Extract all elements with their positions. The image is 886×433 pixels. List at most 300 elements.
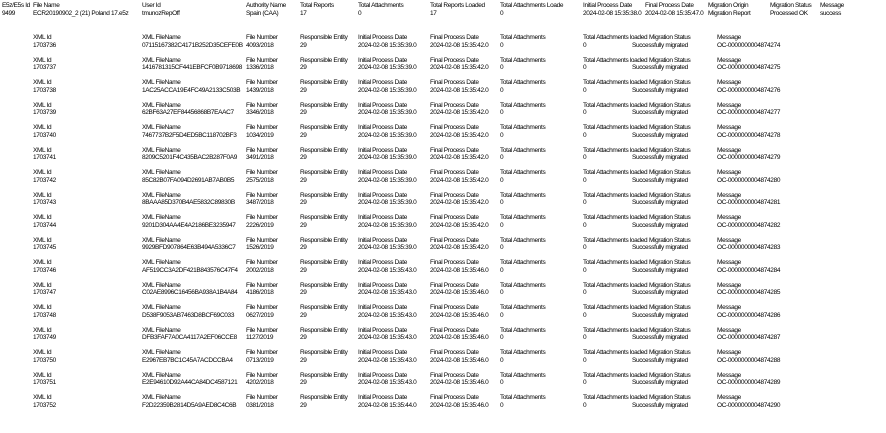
responsible-entity-value: 29 (300, 176, 307, 184)
responsible-entity-label: Responsible Entity (300, 34, 348, 41)
initial-process-date-label: Initial Process Date (358, 56, 407, 64)
responsible-entity-label: Responsible Entity (300, 371, 348, 379)
col-xml-filename (142, 169, 246, 184)
total-attachments-label: Total Attachments (358, 2, 404, 9)
file-number-label: File Number (246, 79, 278, 86)
col-final-process-date (430, 79, 500, 94)
total-attachments-label: Total Attachments (500, 214, 546, 221)
col-file-number (246, 169, 300, 184)
xml-filename-label: XML FileName (142, 191, 181, 199)
col-initial-process-date (358, 349, 430, 364)
col-total-attachments (500, 57, 583, 72)
xml-filename-value: 7467737B2F5D4ED5BC118702BF3 (142, 131, 237, 139)
col-total-attachments (500, 327, 583, 342)
initial-process-date-value: 2024-02-08 15:35:39.0 (358, 64, 417, 71)
file-number-value: 4093/2018 (246, 41, 274, 49)
total-attachments-loaded-label: Total Attachments loaded (583, 146, 648, 154)
migration-status-value: Successfully migrated (632, 244, 688, 251)
xml-id-value: 1703752 (33, 401, 56, 409)
responsible-entity-label: Responsible Entity (300, 124, 348, 131)
xml-id-value: 1703750 (33, 356, 56, 364)
responsible-entity-label: Responsible Entity (300, 191, 348, 199)
migration-status-label: Migration Status (649, 304, 691, 311)
col-xml-filename (142, 102, 246, 117)
file-number-value: 2002/2018 (246, 266, 274, 274)
message-value: OC-0000000004874280 (717, 176, 781, 184)
total-attachments-label: Total Attachments (500, 79, 546, 86)
detail-row (33, 192, 886, 207)
col-migration-status (632, 34, 717, 49)
initial-process-date-label: Initial Process Date (358, 304, 407, 311)
xml-id-label: XML Id (33, 304, 52, 311)
col-file-number (246, 34, 300, 49)
initial-process-date-value: 2024-02-08 15:35:39.0 (358, 131, 417, 139)
final-process-date-label: Final Process Date (430, 371, 479, 379)
col-xml-filename (142, 237, 246, 252)
xml-id-label: XML Id (33, 79, 52, 86)
col-migration-status (632, 281, 717, 297)
xml-id-label: XML Id (33, 124, 52, 131)
col-total-attachments (500, 282, 583, 297)
message-label: Message (717, 214, 741, 221)
final-process-date-label: Final Process Date (430, 124, 479, 131)
col-initial-process-date (358, 124, 430, 139)
header-col-final-process-date (645, 2, 708, 17)
col-final-process-date (430, 34, 500, 49)
responsible-entity-value: 29 (300, 334, 307, 341)
col-xml-filename (142, 372, 246, 387)
col-xml-id (33, 214, 142, 229)
migration-status-value: Successfully migrated (632, 86, 688, 94)
final-process-date-value: 2024-02-08 15:35:46.0 (430, 356, 489, 364)
initial-process-date-label: Initial Process Date (358, 34, 407, 41)
total-attachments-loaded-label: Total Attachments loaded (583, 326, 648, 334)
initial-process-date-value: 2024-02-08 15:35:43.0 (358, 334, 417, 341)
final-process-date-label: Final Process Date (430, 56, 479, 64)
col-migration-status (632, 304, 717, 319)
col-xml-id (33, 57, 142, 72)
col-responsible-entity (300, 79, 358, 94)
total-attachments-loaded-value: 0 (583, 266, 587, 274)
message-value: OC-0000000004874282 (717, 221, 781, 229)
initial-process-date-label: Initial Process Date (358, 259, 407, 266)
initial-process-date-value: 2024-02-08 15:35:43.0 (358, 266, 417, 274)
final-process-date-value: 2024-02-08 15:35:42.0 (430, 176, 489, 184)
col-xml-filename (142, 124, 246, 139)
col-file-number (246, 214, 300, 229)
file-number-label: File Number (246, 349, 278, 356)
col-final-process-date (430, 394, 500, 409)
xml-id-value: 1703737 (33, 64, 56, 71)
col-migration-status (632, 236, 717, 252)
message-label: Message (717, 326, 741, 334)
header-col-e5z-id (2, 2, 33, 17)
total-attachments-value: 0 (500, 41, 504, 49)
col-xml-id (33, 124, 142, 139)
total-attachments-value: 0 (500, 176, 504, 184)
total-attachments-value: 0 (500, 356, 504, 364)
xml-id-value: 1703740 (33, 131, 56, 139)
xml-filename-label: XML FileName (142, 304, 181, 311)
message-label: Message (717, 101, 741, 109)
total-attachments-loaded-label: Total Attachments loaded (583, 34, 648, 41)
message-label: Message (717, 259, 741, 266)
detail-row (33, 394, 886, 409)
file-number-value: 1127/2019 (246, 334, 274, 341)
total-attachments-loaded-value: 0 (583, 379, 587, 386)
col-responsible-entity (300, 102, 358, 117)
xml-filename-label: XML FileName (142, 34, 181, 41)
col-migration-status (632, 191, 717, 207)
migration-status-label: Migration Status (649, 56, 691, 64)
xml-filename-value: 07115167382C4171B252D35CEFE0B (142, 41, 243, 49)
migration-status-value: Successfully migrated (632, 289, 688, 296)
xml-id-value: 1703743 (33, 199, 56, 206)
col-final-process-date (430, 304, 500, 319)
initial-process-date-value: 2024-02-08 15:35:44.0 (358, 401, 417, 409)
col-xml-filename (142, 147, 246, 162)
initial-process-date-value: 2024-02-08 15:35:43.0 (358, 379, 417, 386)
col-total-attachments (500, 214, 583, 229)
total-attachments-value: 0 (500, 266, 504, 274)
file-number-label: File Number (246, 259, 278, 266)
xml-filename-value: 8209C5201F4C435BAC2B287F0A9 (142, 154, 237, 161)
col-responsible-entity (300, 169, 358, 184)
final-process-date-value: 2024-02-08 15:35:42.0 (430, 221, 489, 229)
total-attachments-label: Total Attachments (500, 146, 546, 154)
xml-id-value: 1703746 (33, 266, 56, 274)
message-value: OC-0000000004874286 (717, 311, 781, 319)
total-attachments-loaded-label: Total Attachments loaded (583, 214, 648, 221)
final-process-date-value: 2024-02-08 15:35:42.0 (430, 131, 489, 139)
responsible-entity-label: Responsible Entity (300, 101, 348, 109)
col-message (717, 79, 886, 94)
col-initial-process-date (358, 259, 430, 274)
header-col-total-reports (300, 2, 358, 17)
col-message (717, 124, 886, 139)
message-value: success (820, 9, 842, 17)
col-responsible-entity (300, 259, 358, 274)
xml-id-label: XML Id (33, 326, 52, 334)
migration-status-label: Migration Status (649, 101, 691, 109)
xml-id-value: 1703749 (33, 334, 56, 341)
col-file-number (246, 237, 300, 252)
final-process-date-value: 2024-02-08 15:35:46.0 (430, 379, 489, 386)
xml-id-value: 1703747 (33, 289, 56, 296)
col-message (717, 192, 886, 207)
file-number-value: 2226/2019 (246, 221, 274, 229)
initial-process-date-label: Initial Process Date (358, 349, 407, 356)
authority-name-value: Spain (CAA) (246, 9, 279, 17)
final-process-date-label: Final Process Date (430, 79, 479, 86)
detail-row (33, 282, 886, 297)
xml-filename-value: 62BF63A27EF84456868B7EAAC7 (142, 109, 234, 116)
col-total-attachments (500, 349, 583, 364)
col-message (717, 34, 886, 49)
migration-status-value: Successfully migrated (632, 199, 688, 206)
total-attachments-value: 0 (500, 334, 504, 341)
migration-status-value: Successfully migrated (632, 109, 688, 116)
total-attachments-loaded-value: 0 (583, 244, 587, 251)
message-label: Message (820, 2, 844, 9)
col-final-process-date (430, 349, 500, 364)
xml-id-value: 1703748 (33, 311, 56, 319)
col-xml-id (33, 237, 142, 252)
final-process-date-label: Final Process Date (430, 259, 479, 266)
col-xml-id (33, 102, 142, 117)
col-migration-status (632, 394, 717, 409)
total-attachments-label: Total Attachments (500, 326, 546, 334)
message-value: OC-0000000004874276 (717, 86, 781, 94)
initial-process-date-label: Initial Process Date (358, 214, 407, 221)
col-final-process-date (430, 57, 500, 72)
col-responsible-entity (300, 57, 358, 72)
xml-filename-label: XML FileName (142, 56, 181, 64)
total-attachments-label: Total Attachments (500, 34, 546, 41)
xml-id-value: 1703741 (33, 154, 56, 161)
final-process-date-value: 2024-02-08 15:35:46.0 (430, 401, 489, 409)
migration-status-label: Migration Status (649, 394, 691, 401)
detail-row (33, 237, 886, 252)
total-attachments-loaded-label: Total Attachments loaded (583, 101, 648, 109)
migration-status-value: Successfully migrated (632, 311, 688, 319)
total-attachments-loaded-label: Total Attachments loaded (583, 169, 648, 176)
col-file-number (246, 349, 300, 364)
col-xml-id (33, 192, 142, 207)
xml-id-value: 1703742 (33, 176, 56, 184)
initial-process-date-label: Initial Process Date (358, 101, 407, 109)
col-initial-process-date (358, 214, 430, 229)
file-number-value: 0627/2019 (246, 311, 274, 319)
responsible-entity-value: 29 (300, 356, 307, 364)
e5z-id-value: 9499 (2, 9, 16, 17)
xml-filename-value: 9929BFD907864E63B494A5336C7 (142, 244, 236, 251)
col-xml-id (33, 372, 142, 387)
responsible-entity-value: 29 (300, 154, 307, 161)
message-label: Message (717, 191, 741, 199)
final-process-date-label: Final Process Date (645, 2, 694, 9)
detail-row (33, 57, 886, 72)
total-attachments-value: 0 (500, 154, 504, 161)
message-value: OC-0000000004874288 (717, 356, 781, 364)
file-number-label: File Number (246, 236, 278, 244)
col-responsible-entity (300, 124, 358, 139)
total-attachments-loaded-label: Total Attachments loaded (583, 79, 648, 86)
col-xml-id (33, 394, 142, 409)
col-xml-id (33, 349, 142, 364)
file-number-value: 1439/2018 (246, 86, 274, 94)
initial-process-date-value: 2024-02-08 15:35:43.0 (358, 289, 417, 296)
col-xml-id (33, 282, 142, 297)
total-attachments-loaded-value: 0 (583, 199, 587, 206)
col-total-attachments (500, 304, 583, 319)
final-process-date-value: 2024-02-08 15:35:46.0 (430, 266, 489, 274)
total-attachments-label: Total Attachments (500, 124, 546, 131)
col-message (717, 372, 886, 387)
detail-row (33, 372, 886, 387)
initial-process-date-value: 2024-02-08 15:35:39.0 (358, 199, 417, 206)
final-process-date-value: 2024-02-08 15:35:42.0 (430, 109, 489, 116)
message-label: Message (717, 281, 741, 289)
xml-filename-label: XML FileName (142, 101, 181, 109)
responsible-entity-value: 29 (300, 86, 307, 94)
col-final-process-date (430, 169, 500, 184)
migration-status-value: Successfully migrated (632, 266, 688, 274)
col-file-number (246, 372, 300, 387)
message-label: Message (717, 79, 741, 86)
migration-status-label: Migration Status (649, 34, 691, 41)
xml-id-label: XML Id (33, 236, 52, 244)
message-label: Message (717, 169, 741, 176)
xml-id-value: 1703744 (33, 221, 56, 229)
message-value: OC-0000000004874278 (717, 131, 781, 139)
xml-filename-label: XML FileName (142, 349, 181, 356)
responsible-entity-label: Responsible Entity (300, 169, 348, 176)
xml-filename-label: XML FileName (142, 259, 181, 266)
total-attachments-loaded-label: Total Attachments loaded (583, 56, 648, 64)
xml-filename-label: XML FileName (142, 394, 181, 401)
file-number-value: 1526/2019 (246, 244, 274, 251)
migration-status-value: Processed OK (770, 9, 808, 17)
col-total-attachments (500, 169, 583, 184)
total-attachments-loaded-value: 0 (583, 356, 587, 364)
col-total-attachments (500, 79, 583, 94)
col-file-number (246, 57, 300, 72)
xml-filename-value: E2E94610D92A44CA84DC4587121 (142, 379, 238, 386)
xml-id-label: XML Id (33, 371, 52, 379)
message-value: OC-0000000004874285 (717, 289, 781, 296)
detail-row (33, 147, 886, 162)
xml-filename-value: AF519CC3A2DF421B843576C47F4 (142, 266, 238, 274)
col-migration-status (632, 349, 717, 364)
col-final-process-date (430, 124, 500, 139)
responsible-entity-value: 29 (300, 244, 307, 251)
initial-process-date-label: Initial Process Date (358, 236, 407, 244)
total-attachments-loaded-value: 0 (583, 41, 587, 49)
detail-row (33, 304, 886, 319)
total-attachments-loaded-value: 0 (583, 154, 587, 161)
migration-status-label: Migration Status (649, 124, 691, 131)
total-attachments-loaded-label: Total Attachments loaded (583, 349, 648, 356)
col-responsible-entity (300, 34, 358, 49)
file-number-label: File Number (246, 56, 278, 64)
xml-filename-label: XML FileName (142, 371, 181, 379)
col-migration-status (632, 79, 717, 94)
initial-process-date-label: Initial Process Date (358, 79, 407, 86)
col-file-number (246, 282, 300, 297)
migration-status-value: Successfully migrated (632, 41, 688, 49)
xml-id-label: XML Id (33, 169, 52, 176)
total-attachments-value: 0 (500, 311, 504, 319)
col-file-number (246, 192, 300, 207)
migration-status-value: Successfully migrated (632, 64, 688, 71)
migration-origin-label: Migration Origin (708, 2, 749, 9)
col-xml-filename (142, 349, 246, 364)
message-value: OC-0000000004874274 (717, 41, 781, 49)
total-attachments-value: 0 (358, 9, 362, 17)
file-number-value: 4186/2018 (246, 289, 274, 296)
col-total-attachments (500, 259, 583, 274)
col-initial-process-date (358, 102, 430, 117)
initial-process-date-label: Initial Process Date (358, 394, 407, 401)
initial-process-date-label: Initial Process Date (358, 169, 407, 176)
total-attachments-value: 0 (500, 401, 504, 409)
initial-process-date-value: 2024-02-08 15:35:39.0 (358, 244, 417, 251)
file-number-value: 2575/2018 (246, 176, 274, 184)
initial-process-date-value: 2024-02-08 15:35:39.0 (358, 176, 417, 184)
final-process-date-label: Final Process Date (430, 281, 479, 289)
total-attachments-value: 0 (500, 131, 504, 139)
final-process-date-value: 2024-02-08 15:35:42.0 (430, 64, 489, 71)
col-final-process-date (430, 237, 500, 252)
migration-origin-value: Migration Report (708, 9, 751, 17)
responsible-entity-value: 29 (300, 131, 307, 139)
col-responsible-entity (300, 394, 358, 409)
message-label: Message (717, 304, 741, 311)
file-number-label: File Number (246, 394, 278, 401)
xml-id-label: XML Id (33, 214, 52, 221)
file-number-value: 0713/2019 (246, 356, 274, 364)
initial-process-date-value: 2024-02-08 15:35:39.0 (358, 221, 417, 229)
responsible-entity-value: 29 (300, 199, 307, 206)
col-xml-filename (142, 34, 246, 49)
final-process-date-value: 2024-02-08 15:35:47.0 (645, 9, 704, 17)
col-xml-filename (142, 282, 246, 297)
col-responsible-entity (300, 372, 358, 387)
message-label: Message (717, 34, 741, 41)
report-header-row (0, 0, 886, 17)
total-reports-label: Total Reports (300, 2, 334, 9)
col-responsible-entity (300, 282, 358, 297)
col-final-process-date (430, 259, 500, 274)
xml-filename-label: XML FileName (142, 169, 181, 176)
final-process-date-label: Final Process Date (430, 214, 479, 221)
xml-id-label: XML Id (33, 56, 52, 64)
col-responsible-entity (300, 349, 358, 364)
responsible-entity-value: 29 (300, 221, 307, 229)
col-initial-process-date (358, 304, 430, 319)
total-attachments-value: 0 (500, 221, 504, 229)
xml-id-label: XML Id (33, 259, 52, 266)
final-process-date-label: Final Process Date (430, 326, 479, 334)
responsible-entity-value: 29 (300, 289, 307, 296)
col-message (717, 147, 886, 162)
final-process-date-label: Final Process Date (430, 146, 479, 154)
initial-process-date-value: 2024-02-08 15:35:39.0 (358, 86, 417, 94)
file-name-label: File Name (33, 2, 60, 9)
final-process-date-value: 2024-02-08 15:35:46.0 (430, 311, 489, 319)
total-attachments-loaded-value: 0 (583, 176, 587, 184)
xml-filename-label: XML FileName (142, 214, 181, 221)
final-process-date-value: 2024-02-08 15:35:42.0 (430, 154, 489, 161)
total-attachments-label: Total Attachments (500, 259, 546, 266)
file-number-value: 3487/2018 (246, 199, 274, 206)
col-initial-process-date (358, 372, 430, 387)
xml-id-value: 1703738 (33, 86, 56, 94)
initial-process-date-value: 2024-02-08 15:35:39.0 (358, 109, 417, 116)
col-responsible-entity (300, 147, 358, 162)
xml-id-label: XML Id (33, 146, 52, 154)
col-xml-filename (142, 304, 246, 319)
col-message (717, 327, 886, 342)
initial-process-date-value: 2024-02-08 15:35:39.0 (358, 154, 417, 161)
col-initial-process-date (358, 169, 430, 184)
message-value: OC-0000000004874275 (717, 64, 781, 71)
message-label: Message (717, 371, 741, 379)
total-reports-loaded-value: 17 (430, 9, 437, 17)
col-final-process-date (430, 147, 500, 162)
file-number-label: File Number (246, 281, 278, 289)
